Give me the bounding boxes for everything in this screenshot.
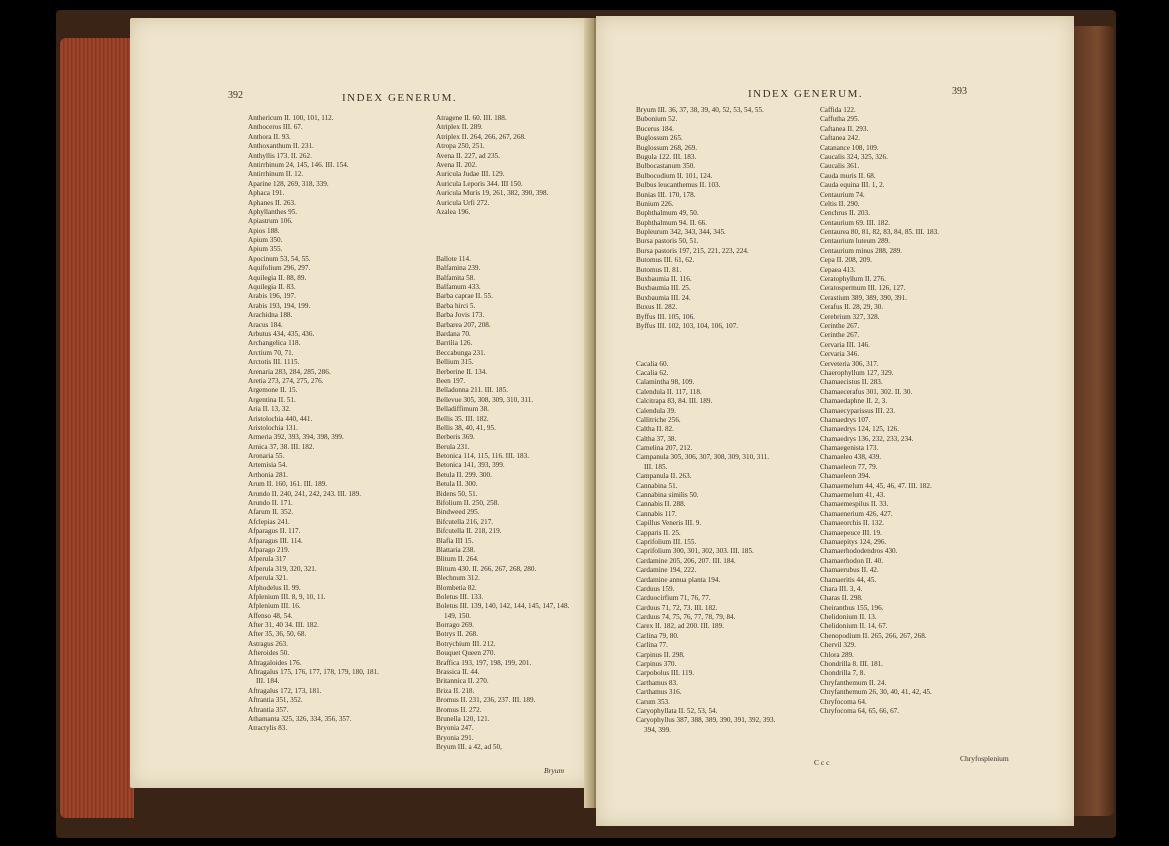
- index-entry: Buxbaumia II. 116.: [636, 275, 692, 284]
- index-entry: Arthonia 281.: [248, 470, 288, 479]
- index-entry: Bifcutella 216, 217.: [436, 517, 494, 526]
- index-entry: Carex II. 182, ad 200. III. 189.: [636, 622, 725, 631]
- index-entry: Carthamus 316.: [636, 688, 682, 697]
- index-entry: Apiastrum 106.: [248, 217, 293, 226]
- index-entry: Bupleurum 342, 343, 344, 345.: [636, 228, 726, 237]
- index-entry: Bursa pastoris 197, 215, 221, 223, 224.: [636, 246, 749, 255]
- index-entry: Afplenium III. 8, 9, 10, 11.: [248, 592, 326, 601]
- index-entry: Arundo II. 171.: [248, 499, 293, 508]
- index-entry: Atriplex II. 289.: [436, 123, 483, 132]
- index-entry: Calcitrapa 83, 84. III. 189.: [636, 397, 713, 406]
- left-index-column-1: [248, 114, 379, 734]
- index-entry: Centaurium minus 288, 289.: [820, 246, 903, 255]
- index-entry: Bubonium 52.: [636, 115, 678, 124]
- index-entry: Butomus II. 81.: [636, 265, 682, 274]
- index-entry: Chervil 329.: [820, 641, 856, 650]
- index-entry: Cepa II. 208, 209.: [820, 256, 872, 265]
- index-entry: Cardamine 205, 206, 207. III. 184.: [636, 556, 736, 565]
- index-entry: Chondrilla 8. III. 181.: [820, 660, 884, 669]
- index-entry: Betonica 141, 393, 399.: [436, 461, 505, 470]
- index-entry: Bifolium II. 250, 258.: [436, 499, 500, 508]
- index-entry: Barba caprae II. 55.: [436, 292, 493, 301]
- index-entry: Byffus III. 105, 106.: [636, 312, 695, 321]
- left-index-column-2: [436, 114, 569, 753]
- index-entry: Antirrhinum 24, 145, 146. III. 154.: [248, 160, 349, 169]
- index-entry: [436, 245, 569, 254]
- index-entry: Aphanes II. 263.: [248, 198, 296, 207]
- index-entry: Berula 231.: [436, 442, 470, 451]
- index-entry: Affenso 48, 54.: [248, 611, 293, 620]
- index-entry: Blitum II. 264.: [436, 555, 479, 564]
- index-entry: Argentina II. 51.: [248, 395, 296, 404]
- index-entry: Auricula Urfi 272.: [436, 198, 490, 207]
- index-entry: Callitriche 256.: [636, 415, 681, 424]
- index-entry: Avena II. 202.: [436, 160, 477, 169]
- index-entry: Bifcutella II. 218, 219.: [436, 527, 502, 536]
- index-entry: Aracus 184.: [248, 320, 283, 329]
- index-entry: Afperula 317: [248, 555, 287, 564]
- index-entry: Aftragalus 172, 173, 181.: [248, 686, 322, 695]
- index-entry: Arachidna 188.: [248, 311, 293, 320]
- index-entry: Aronaria 55.: [248, 452, 285, 461]
- index-entry: Bellis 35. III. 182.: [436, 414, 489, 423]
- index-entry: After 31, 40 34. III. 182.: [248, 621, 319, 630]
- index-entry: Buphthalmum 49, 50.: [636, 209, 699, 218]
- index-entry: Astragus 263.: [248, 639, 288, 648]
- index-entry: Chamaedaphne II. 2, 3.: [820, 397, 888, 406]
- index-entry: Aquilegia II. 83.: [248, 283, 296, 292]
- index-entry: Auricula Judae III. 129.: [436, 170, 505, 179]
- index-entry: Chamaemelum 41, 43.: [820, 491, 886, 500]
- index-entry: III. 185.: [644, 462, 668, 471]
- index-entry: Chryfanthemum 26, 30, 40, 41, 42, 45.: [820, 688, 932, 697]
- index-entry: Betula II. 300.: [436, 480, 478, 489]
- index-entry: Cervaria 346.: [820, 350, 860, 359]
- index-entry: Chryfocoma 64, 65, 66, 67.: [820, 707, 900, 715]
- index-entry: Bryonia 291.: [436, 733, 474, 742]
- index-entry: Bursa pastoris 50, 51.: [636, 237, 699, 246]
- index-entry: Blafia III 15.: [436, 536, 474, 545]
- index-entry: Carlina 77.: [636, 641, 668, 650]
- index-entry: Aftragalus 175, 176, 177, 178, 179, 180, 181.: [248, 668, 379, 677]
- index-entry: Cannabina similis 50.: [636, 491, 699, 500]
- index-entry: Chelidonium II. 14, 67.: [820, 622, 888, 631]
- index-entry: Chlora 289.: [820, 650, 854, 659]
- index-entry: Chamaegenista 173.: [820, 444, 879, 453]
- index-entry: Centaurium luteum 289.: [820, 237, 891, 246]
- index-entry: Cerebrium 327, 328.: [820, 312, 880, 321]
- index-entry: Charas II. 298.: [820, 594, 863, 603]
- index-entry: Caltha II. 82.: [636, 425, 674, 434]
- index-entry: Calendula II. 117, 118.: [636, 387, 702, 396]
- index-entry: Arnica 37, 38. III. 182.: [248, 442, 315, 451]
- index-entry: Bellium 315.: [436, 358, 474, 367]
- left-page-catchword: Bryum: [544, 766, 564, 775]
- index-entry: Afperula 319, 320, 321.: [248, 564, 317, 573]
- index-entry: Armeria 392, 393, 394, 398, 399.: [248, 433, 344, 442]
- index-entry: Carum 353.: [636, 697, 670, 706]
- index-entry: Chamaemelum 44, 45, 46, 47. III. 182.: [820, 481, 932, 490]
- index-entry: Afparagus II. 117.: [248, 527, 301, 536]
- index-entry: Carduus 74, 75, 76, 77, 78, 79, 84.: [636, 613, 736, 622]
- index-entry: Centaurea 80, 81, 82, 83, 84, 85. III. 183.: [820, 228, 939, 237]
- index-entry: Caftanea II. 293.: [820, 124, 869, 133]
- index-entry: Aftragaloides 176.: [248, 658, 302, 667]
- index-entry: Anthericum II. 100, 101, 112.: [248, 114, 334, 122]
- index-entry: Caucalis 324, 325, 326.: [820, 152, 888, 161]
- index-entry: Bunias III. 170, 178.: [636, 190, 696, 199]
- index-entry: Argemone II. 15.: [248, 386, 298, 395]
- index-entry: Buxbaumia III. 24.: [636, 293, 691, 302]
- index-entry: Atropa 250, 251.: [436, 142, 485, 151]
- index-entry: [636, 341, 775, 350]
- index-entry: Cacalia 62.: [636, 368, 669, 377]
- index-entry: Chamaeleon 394.: [820, 472, 871, 481]
- index-entry: Berberis 369.: [436, 433, 475, 442]
- index-entry: Artemisia 54.: [248, 461, 288, 470]
- index-entry: Balfamina 239.: [436, 264, 481, 273]
- index-entry: Carduus 159.: [636, 584, 675, 593]
- index-entry: Aquilegia II. 88, 89.: [248, 273, 307, 282]
- index-entry: Cenchrus II. 203.: [820, 209, 870, 218]
- book-page-edges-left: [60, 38, 134, 818]
- index-entry: Carpobolus III. 119.: [636, 669, 695, 678]
- index-entry: Cardamine annua planta 194.: [636, 575, 721, 584]
- index-entry: Ceratophyllum II. 276.: [820, 275, 886, 284]
- index-entry: Centaurium 74.: [820, 190, 865, 199]
- index-entry: Bryum III. a 42, ad 50,: [436, 743, 502, 752]
- index-entry: Afphodelus II. 99.: [248, 583, 301, 592]
- index-entry: Aristolochia 440, 441.: [248, 414, 313, 423]
- index-entry: Botrychium III. 212.: [436, 639, 496, 648]
- index-entry: Arabis 196, 197.: [248, 292, 296, 301]
- index-entry: Aparine 128, 269, 318, 339.: [248, 179, 329, 188]
- index-entry: Campanula 305, 306, 307, 308, 309, 310, 311.: [636, 453, 770, 462]
- index-entry: Buxbaumia III. 25.: [636, 284, 691, 293]
- index-entry: Chamaeorchis II. 132.: [820, 519, 884, 528]
- index-entry: Beccabunga 231.: [436, 348, 486, 357]
- index-entry: Chamaecyparissus III. 23.: [820, 406, 896, 415]
- index-entry: Azalea 196.: [436, 207, 471, 216]
- index-entry: Chamaeritis 44, 45.: [820, 575, 877, 584]
- index-entry: Chryfanthemum II. 24.: [820, 678, 887, 687]
- index-entry: Aftrantia 351, 352.: [248, 696, 303, 705]
- index-entry: Cannabina 51.: [636, 481, 678, 490]
- index-entry: Barrilia 126.: [436, 339, 473, 348]
- index-entry: Camelina 207, 212.: [636, 444, 693, 453]
- index-entry: Caryophyllus 387, 388, 389, 390, 391, 392, 393.: [636, 716, 776, 725]
- index-entry: Arenaria 283, 284, 285, 286.: [248, 367, 331, 376]
- left-page-header: INDEX GENERUM.: [342, 92, 458, 104]
- index-entry: Balfamum 433.: [436, 283, 481, 292]
- index-entry: Belladonna 211. III. 185.: [436, 386, 508, 395]
- index-entry: Ballote 114.: [436, 254, 471, 263]
- index-entry: Cauda muris II. 68.: [820, 171, 876, 180]
- index-entry: Capparis II. 25.: [636, 528, 681, 537]
- index-entry: Apocinum 53, 54, 55.: [248, 254, 311, 263]
- index-entry: Betula II. 299. 300.: [436, 470, 492, 479]
- index-entry: Celtis II. 290.: [820, 199, 860, 208]
- index-entry: Catanance 108, 109.: [820, 143, 879, 152]
- index-entry: Britannica II. 270.: [436, 677, 489, 686]
- index-entry: Chamaeleo 438, 439.: [820, 453, 882, 462]
- index-entry: [436, 227, 569, 236]
- index-entry: Chamaepitys 124, 296.: [820, 537, 887, 546]
- index-entry: Carduocirfium 71, 76, 77.: [636, 594, 711, 603]
- index-entry: Cerveteria 306, 317.: [820, 359, 879, 368]
- index-entry: Aretia 273, 274, 275, 276.: [248, 376, 324, 385]
- index-entry: Carduus 71, 72, 73. III. 182.: [636, 603, 718, 612]
- index-entry: Chamaerubus II. 42.: [820, 566, 879, 575]
- index-entry: Anthoxanthum II. 231.: [248, 142, 314, 151]
- index-entry: Afarum II. 352.: [248, 508, 294, 517]
- index-entry: Bindweed 295.: [436, 508, 480, 517]
- index-entry: Chamaedrys 136, 232, 233, 234.: [820, 434, 914, 443]
- index-entry: Chamaedrys 124, 125, 126.: [820, 425, 900, 434]
- index-entry: Bromus II. 231, 236, 237. III. 189.: [436, 696, 536, 705]
- index-entry: Campanula II. 263.: [636, 472, 692, 481]
- index-entry: Carthamus 83.: [636, 678, 678, 687]
- index-entry: Archangelica 118.: [248, 339, 301, 348]
- right-page-signature: C c c: [814, 758, 830, 767]
- index-entry: Bryonia 247.: [436, 724, 474, 733]
- index-entry: Barba hirci 5.: [436, 301, 476, 310]
- index-entry: III. 184.: [256, 677, 280, 686]
- index-entry: Chamaeleon 77, 79.: [820, 462, 878, 471]
- left-page-number: 392: [228, 90, 243, 101]
- index-entry: Braffica 193, 197, 198, 199, 201.: [436, 658, 532, 667]
- index-entry: Atragene II. 60. III. 188.: [436, 114, 507, 122]
- index-entry: Caltha 37, 38.: [636, 434, 677, 443]
- index-entry: Chamaenerium 426, 427.: [820, 509, 893, 518]
- index-entry: Afplenium III. 16.: [248, 602, 301, 611]
- index-entry: Cervaria III. 146.: [820, 340, 870, 349]
- index-entry: Aphaca 191.: [248, 189, 285, 198]
- index-entry: Cerinthe 267.: [820, 331, 860, 340]
- index-entry: Butomus III. 61, 62.: [636, 256, 695, 265]
- index-entry: Chamaedrys 107.: [820, 415, 871, 424]
- right-page-number: 393: [952, 86, 967, 97]
- index-entry: 149, 150.: [444, 611, 471, 620]
- index-entry: Atriplex II. 264, 266, 267, 268.: [436, 132, 526, 141]
- index-entry: Been 197.: [436, 376, 466, 385]
- index-entry: Bugula 122. III. 183.: [636, 152, 697, 161]
- index-entry: Chamaerhododendros 430.: [820, 547, 898, 556]
- index-entry: Cannabis II. 288.: [636, 500, 686, 509]
- index-entry: Carpinus 370.: [636, 660, 677, 669]
- index-entry: Bidens 50, 51.: [436, 489, 478, 498]
- index-entry: Cepaea 413.: [820, 265, 856, 274]
- index-entry: Aquifolium 296, 297.: [248, 264, 311, 273]
- index-entry: Chondrilla 7, 8.: [820, 669, 866, 678]
- index-entry: Anthoceros III. 67.: [248, 123, 303, 132]
- index-entry: Caprifolium III. 155.: [636, 537, 697, 546]
- index-entry: Arundo II. 240, 241, 242, 243. III. 189.: [248, 489, 361, 498]
- index-entry: Chamaemespilus II. 33.: [820, 500, 889, 509]
- right-page-header: INDEX GENERUM.: [748, 88, 864, 100]
- index-entry: Carlina 79, 80.: [636, 631, 679, 640]
- index-entry: Bulbocodium II. 101, 124.: [636, 171, 713, 180]
- right-index-column-2: [820, 106, 939, 716]
- index-entry: Cerastium 389, 389, 390, 391.: [820, 293, 908, 302]
- index-entry: Chaerophyllum 127, 329.: [820, 368, 894, 377]
- index-entry: [436, 236, 569, 245]
- index-entry: Barbarea 207, 208.: [436, 320, 491, 329]
- index-entry: Afteroides 50.: [248, 649, 290, 658]
- index-entry: Auricula Muris 19, 261, 382, 390, 398.: [436, 189, 549, 198]
- index-entry: Bellevue 305, 308, 309, 310, 311.: [436, 395, 534, 404]
- index-entry: Anthyllis 173. II. 262.: [248, 151, 312, 160]
- index-entry: Cardamine 194, 222.: [636, 566, 697, 575]
- index-entry: Chamaerhodon II. 40.: [820, 556, 884, 565]
- index-entry: Brassica II. 44.: [436, 668, 480, 677]
- index-entry: Arctotis III. 1115.: [248, 358, 300, 367]
- index-entry: Bouquet Queen 270.: [436, 649, 496, 658]
- index-entry: Cerinthe 267.: [820, 321, 860, 330]
- index-entry: Chenopodium II. 265, 266, 267, 268.: [820, 631, 927, 640]
- index-entry: Caffida 122.: [820, 106, 856, 114]
- index-entry: Buglossum 265.: [636, 134, 683, 143]
- index-entry: Buphthalmum 94. II. 66.: [636, 218, 708, 227]
- index-entry: Capillus Veneris III. 9.: [636, 519, 702, 528]
- index-entry: Arum II. 160, 161. III. 189.: [248, 480, 328, 489]
- right-page-catchword: Chryfosplenium: [960, 754, 1009, 763]
- index-entry: Caprifolium 300, 301, 302, 303. III. 185.: [636, 547, 754, 556]
- index-entry: Borrago 269.: [436, 621, 474, 630]
- index-entry: Athamanta 325, 326, 334, 356, 357.: [248, 715, 352, 723]
- index-entry: Centaurium 69. III. 182.: [820, 218, 890, 227]
- index-entry: Buxus II. 282.: [636, 303, 678, 312]
- index-entry: Afclepias 241.: [248, 517, 290, 526]
- index-entry: 394, 399.: [644, 725, 671, 734]
- index-entry: [436, 217, 569, 226]
- index-entry: Caryophyllata II. 52, 53, 54.: [636, 707, 718, 715]
- index-entry: Caftanea 242.: [820, 134, 860, 143]
- index-entry: Ceratospermum III. 126, 127.: [820, 284, 906, 293]
- index-entry: Auricula Leporis 344. III 150.: [436, 179, 523, 188]
- index-entry: Chelidonium II. 13.: [820, 613, 877, 622]
- index-entry: Chryfocoma 64.: [820, 697, 867, 706]
- index-entry: Aftrantia 357.: [248, 705, 289, 714]
- index-entry: Bryum III. 36, 37, 38, 39, 40, 52, 53, 54, 55.: [636, 106, 764, 114]
- right-index-column-1: [636, 106, 775, 735]
- index-entry: Balfamita 58.: [436, 273, 476, 282]
- index-entry: Aria II. 13, 32.: [248, 405, 291, 414]
- index-entry: [636, 331, 775, 340]
- index-entry: Cerafus II. 28, 29, 30.: [820, 303, 884, 312]
- index-entry: Afparagus III. 114.: [248, 536, 303, 545]
- index-entry: Berberine II. 134.: [436, 367, 488, 376]
- left-page: [130, 18, 590, 788]
- index-entry: Botrys II. 268.: [436, 630, 478, 639]
- index-entry: Bulbus leucanthemus II. 103.: [636, 181, 721, 190]
- index-entry: Brunella 120, 121.: [436, 715, 490, 723]
- right-page: [596, 16, 1074, 826]
- index-entry: Apium 350.: [248, 236, 283, 245]
- index-entry: Caffutha 295.: [820, 115, 860, 124]
- index-entry: Apium 355.: [248, 245, 283, 254]
- index-entry: Blombetia 82.: [436, 583, 477, 592]
- index-entry: Bulbocastanum 350.: [636, 162, 696, 171]
- index-entry: Cannabis 117.: [636, 509, 677, 518]
- index-entry: Chara III. 3, 4.: [820, 584, 863, 593]
- index-entry: Byffus III. 102, 103, 104, 106, 107.: [636, 321, 739, 330]
- index-entry: Bromus II. 272.: [436, 705, 482, 714]
- index-entry: Blattaria 238.: [436, 545, 476, 554]
- index-entry: Cauda equina III. 1, 2.: [820, 181, 885, 190]
- index-entry: Chamaepeuce III. 19.: [820, 528, 882, 537]
- index-entry: Boletus III. 133.: [436, 592, 484, 601]
- index-entry: Carpinus II. 298.: [636, 650, 685, 659]
- index-entry: Blitum 430. II. 266, 267, 268, 280.: [436, 564, 537, 573]
- index-entry: Anthora II. 93.: [248, 132, 291, 141]
- index-entry: Bunium 226.: [636, 199, 674, 208]
- index-entry: Afparago 219.: [248, 545, 290, 554]
- index-entry: Boletus III. 139, 140, 142, 144, 145, 147, 148.: [436, 602, 570, 611]
- index-entry: Antirrhinum II. 12.: [248, 170, 304, 179]
- index-entry: Atractylis 83.: [248, 724, 288, 733]
- index-entry: Aristolochia 131.: [248, 423, 298, 432]
- index-entry: Blechnum 312.: [436, 574, 480, 583]
- index-entry: Bellis 38, 40, 41, 95.: [436, 423, 496, 432]
- index-entry: Arctium 70, 71.: [248, 348, 294, 357]
- book-page-edges-right: [1072, 26, 1114, 816]
- index-entry: Aphyllanthes 95.: [248, 207, 298, 216]
- index-entry: Avena II. 227, ad 235.: [436, 151, 500, 160]
- index-entry: Calendula 39.: [636, 406, 676, 415]
- index-entry: Calamintha 98, 109.: [636, 378, 695, 387]
- index-entry: Cacalia 60.: [636, 359, 669, 368]
- index-entry: Cheiranthus 155, 196.: [820, 603, 884, 612]
- index-entry: Caucalis 361.: [820, 162, 860, 171]
- index-entry: Apios 188.: [248, 226, 280, 235]
- index-entry: Arbutus 434, 435, 436.: [248, 329, 315, 338]
- index-entry: Bucerus 184.: [636, 124, 674, 133]
- index-entry: Buglossum 268, 269.: [636, 143, 698, 152]
- index-entry: [636, 350, 775, 359]
- index-entry: Afperula 321.: [248, 574, 288, 583]
- index-entry: Bardana 70.: [436, 329, 471, 338]
- index-entry: Betonica 114, 115, 116. III. 183.: [436, 452, 530, 461]
- index-entry: Barba Jovis 173.: [436, 311, 485, 320]
- index-entry: After 35, 36, 50, 68.: [248, 630, 307, 639]
- index-entry: Chamaecistus II. 283.: [820, 378, 883, 387]
- index-entry: Chamaecerafus 301, 302. II. 30.: [820, 387, 913, 396]
- index-entry: Belladiffimum 38.: [436, 405, 489, 414]
- index-entry: Briza II. 218.: [436, 686, 475, 695]
- index-entry: Arabis 193, 194, 199.: [248, 301, 311, 310]
